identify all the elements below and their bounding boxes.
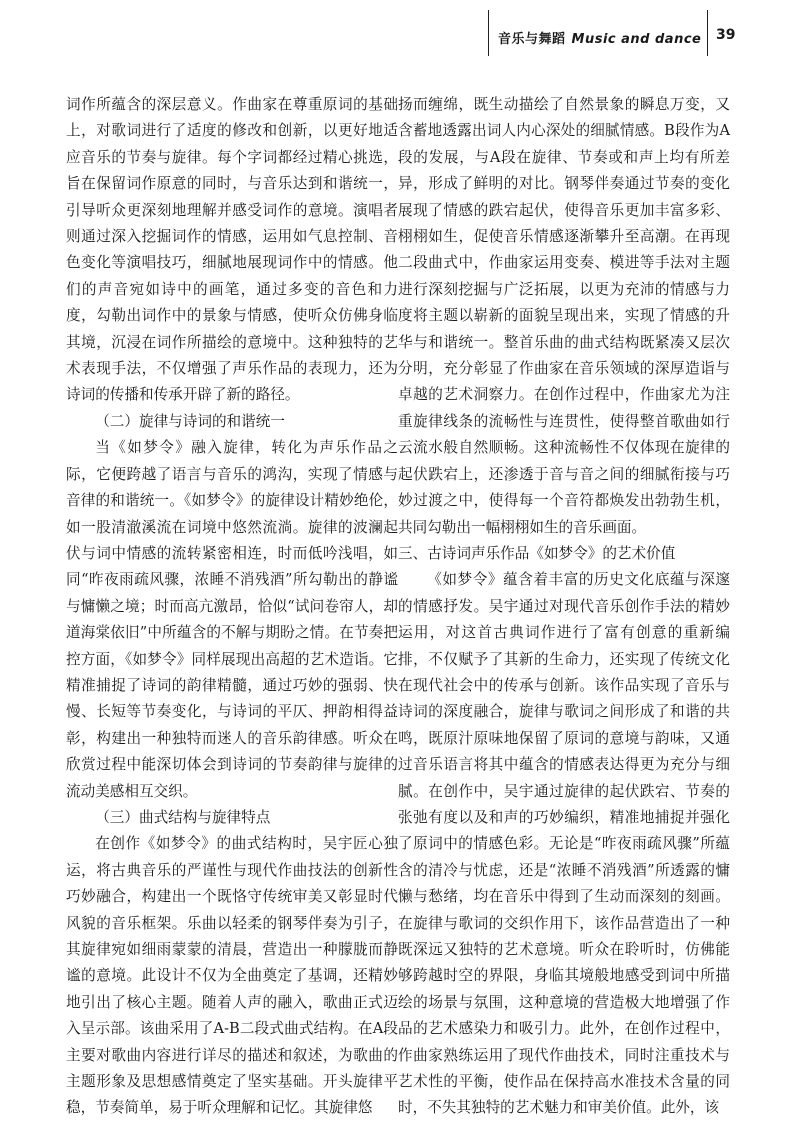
section-heading-form-structure: （三）曲式结构与旋律特点 xyxy=(95,808,271,826)
paragraph: 词作所蕴含的深层意义。作曲家在尊重原词的基础上，对歌词进行了适度的修改和创新，以更好地适应音乐的节奏与旋律。每个字词都经过精心挑选，旨在保留词作原意的同时，与音乐达到和谐统一，引导听众更深刻地理解并感受词作的意境。演唱者则通过深入挖掘词作的情感，运用如气息控制、音色变化等演唱技巧，细腻地展现词作中的情感。他们的声音宛如诗中的画笔，通过多变的音色和力度，勾勒出词作中的景象与情感，使听众仿佛身临其境，沉浸在词作所描绘的意境中。这种独特的艺术表现手法，不仅增强了声乐作品的表现力，还为诗词的传播和传承开辟了新的路径。 xyxy=(66,96,398,404)
header-divider-left xyxy=(488,10,489,56)
paragraph: 当《如梦令》融入旋律，转化为声乐作品之际，它便跨越了语言与音乐的鸿沟，实现了情感与音律的和谐统一。《如梦令》的旋律设计精妙绝伦，如一股清澈溪流在词境中悠然流淌。旋律的波澜起伏与词中情感的流转紧密相连，时而低吟浅唱，如同“昨夜雨疏风骤，浓睡不消残酒”所勾勒出的静谧与慵懒之境；时而高亢激昂，恰似“试问卷帘人，却道海棠依旧”中所蕴含的不解与期盼之情。在节奏把控方面，《如梦令》同样展现出高超的艺术造诣。它精准捕捉了诗词的韵律精髓，通过巧妙的强弱、快慢、长短等节奏变化，与诗词的平仄、押韵相得益彰，构建出一种独特而迷人的音乐韵律感。听众在欣赏过程中能深切体会到诗词的节奏韵律与旋律的流动美感相互交织。 xyxy=(66,439,398,800)
paragraph: 《如梦令》蕴含着丰富的历史文化底蕴与深邃的情感抒发。吴宇通过对现代音乐创作手法的精妙运用，对这首古典词作进行了富有创意的重新编排，不仅赋予了其新的生命力，还实现了传统文化在现代社会中的传承与创新。该作品实现了音乐与诗词的深度融合，旋律与歌词之间形成了和谐的共鸣，既原汁原味地保留了原词的意境与韵味，又通过音乐语言将其中蕴含的情感表达得更为充分与细腻。在创作中，吴宇通过旋律的起伏跌宕、节奏的张弛有度以及和声的巧妙编织，精准地捕捉并强化了原词中的情感色彩。无论是“昨夜雨疏风骤”所蕴含的清冷与忧虑，还是“浓睡不消残酒”所透露的慵懒与愁绪，均在音乐中得到了生动而深刻的刻画。在旋律与歌词的交织作用下，该作品营造出了一种既深远又独特的艺术意境。听众在聆听时，仿佛能够跨越时空的界限，身临其境般地感受到词中所描绘的场景与氛围，这种意境的营造极大地增强了作品的艺术感染力和吸引力。此外，在创作过程中，作曲家熟练运用了现代作曲技术，同时注重技术与艺术性的平衡，使作品在保持高水准技术含量的同时，不失其独特的艺术魅力和审美价值。此外，该 xyxy=(398,571,730,1117)
journal-title-cn: 音乐与舞蹈 xyxy=(498,32,566,47)
left-column xyxy=(66,92,398,1122)
header-divider-right xyxy=(707,10,708,56)
right-column xyxy=(398,92,730,1122)
section-heading-artistic-value: 三、古诗词声乐作品《如梦令》的艺术价值 xyxy=(398,544,676,562)
journal-title-en: Music and dance xyxy=(571,32,702,47)
page-number: 39 xyxy=(716,27,736,43)
section-heading-melody-harmony: （二）旋律与诗词的和谐统一 xyxy=(95,412,285,430)
paragraph: 在创作《如梦令》的曲式结构时，吴宇匠心独运，将古典音乐的严谨性与现代作曲技法的创新性巧妙融合，构建出一个既恪守传统审美又彰显时代风貌的音乐框架。乐曲以轻柔的钢琴伴奏为引子，其旋律宛如细雨蒙蒙的清晨，营造出一种朦胧而静谧的意境。此设计不仅为全曲奠定了基调，还精妙地引出了核心主题。随着人声的融入，歌曲正式迈入呈示部。该曲采用了A-B二段式曲式结构。在A段主要对歌曲内容进行详尽的描述和叙述，为歌曲的主题形象及思想感情奠定了坚实基础。开头旋律平稳，节奏简单，易于听众理解和记忆。其旋律悠 xyxy=(66,835,398,1117)
running-header xyxy=(0,0,793,62)
paragraph: 扬而缠绵，既生动描绘了自然景象的瞬息万变，又含蓄地透露出词人内心深处的细腻情感。B段作为A段的发展，与A段在旋律、节奏或和声上均有所差异，形成了鲜明的对比。钢琴伴奏通过节奏的变化展现了情感的跌宕起伏，使得音乐更加丰富多彩、栩栩如生，促使音乐情感逐渐攀升至高潮。在再现二段曲式中，作曲家运用变奏、模进等手法对主题进行深刻挖掘与广泛拓展，以更为充沛的情感与力度将主题以崭新的面貌呈现出来，实现了情感的升华与和谐统一。整首乐曲的曲式结构既紧凑又层次分明，充分彰显了作曲家在音乐领域的深厚造诣与卓越的艺术洞察力。在创作过程中，作曲家尤为注重旋律线条的流畅性与连贯性，使得整首歌曲如行云流水般自然顺畅。这种流畅性不仅体现在旋律的起伏跌宕上，还渗透于音与音之间的细腻衔接与巧妙过渡之中，使得每一个音符都焕发出勃勃生机，共同勾勒出一幅栩栩如生的音乐画面。 xyxy=(398,96,730,536)
journal-title xyxy=(498,28,701,47)
